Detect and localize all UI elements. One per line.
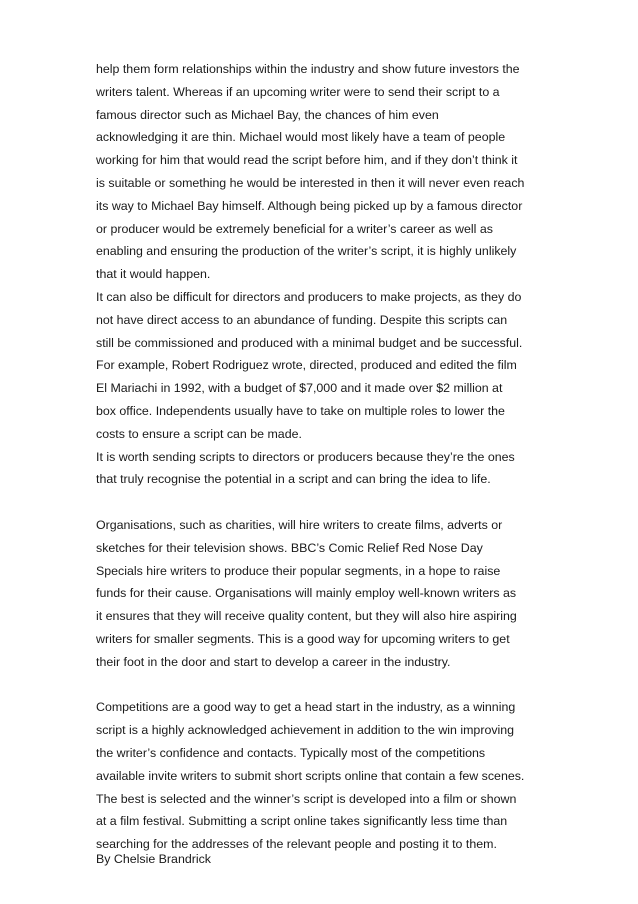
text-line: that truly recognise the potential in a script and can bring the idea to life. [96,472,491,487]
paragraph-spacer [96,491,548,514]
document-body [96,58,548,856]
text-line: famous director such as Michael Bay, the chances of him even [96,107,439,122]
text-line: box office. Independents usually have to take on multiple roles to lower the [96,403,505,418]
text-line: The best is selected and the winner’s script is developed into a film or shown [96,791,517,806]
text-line: funds for their cause. Organisations will mainly employ well-known writers as [96,586,517,601]
text-line: or producer would be extremely beneficial for a writer’s career as well as [96,221,493,236]
paragraph [96,446,548,492]
text-line: script is a highly acknowledged achievement in addition to the win improving [96,723,515,738]
text-line: at a film festival. Submitting a script online takes significantly less time than [96,814,508,829]
text-line: writers for smaller segments. This is a good way for upcoming writers to get [96,631,510,646]
text-line: available invite writers to submit short scripts online that contain a few scenes. [96,768,525,783]
text-line: not have direct access to an abundance of funding. Despite this scripts can [96,312,508,327]
text-line: sketches for their television shows. BBC’s Comic Relief Red Nose Day [96,540,483,555]
text-line: Organisations, such as charities, will hire writers to create films, adverts or [96,517,503,532]
text-line: still be commissioned and produced with a minimal budget and be successful. [96,335,523,350]
text-line: its way to Michael Bay himself. Although being picked up by a famous director [96,198,523,213]
paragraph [96,491,548,673]
paragraph [96,58,548,286]
text-line: It is worth sending scripts to directors or producers because they’re the ones [96,449,515,464]
text-line: Specials hire writers to produce their popular segments, in a hope to raise [96,563,501,578]
text-line: that it would happen. [96,267,211,282]
text-line: searching for the addresses of the relevant people and posting it to them. [96,837,497,852]
paragraph-spacer [96,674,548,697]
text-line: their foot in the door and start to develop a career in the industry. [96,654,451,669]
text-line: the writer’s confidence and contacts. Typically most of the competitions [96,745,486,760]
text-line: acknowledging it are thin. Michael would most likely have a team of people [96,130,506,145]
paragraph [96,286,548,446]
text-line: Competitions are a good way to get a head start in the industry, as a winning [96,700,516,715]
text-line: For example, Robert Rodriguez wrote, directed, produced and edited the film [96,358,517,373]
text-line: writers talent. Whereas if an upcoming writer were to send their script to a [96,84,500,99]
text-line: help them form relationships within the industry and show future investors the [96,62,520,76]
text-line: working for him that would read the script before him, and if they don’t think it [96,153,518,168]
paragraph [96,674,548,856]
text-line: costs to ensure a script can be made. [96,426,302,441]
text-line: El Mariachi in 1992, with a budget of $7,000 and it made over $2 million at [96,381,503,396]
text-line: is suitable or something he would be interested in then it will never even reach [96,175,525,190]
text-line: it ensures that they will receive quality content, but they will also hire aspiring [96,609,517,624]
text-line: enabling and ensuring the production of the writer’s script, it is highly unlikely [96,244,517,259]
page-footer-author: By Chelsie Brandrick [96,852,212,866]
text-line: It can also be difficult for directors and producers to make projects, as they do [96,289,522,304]
